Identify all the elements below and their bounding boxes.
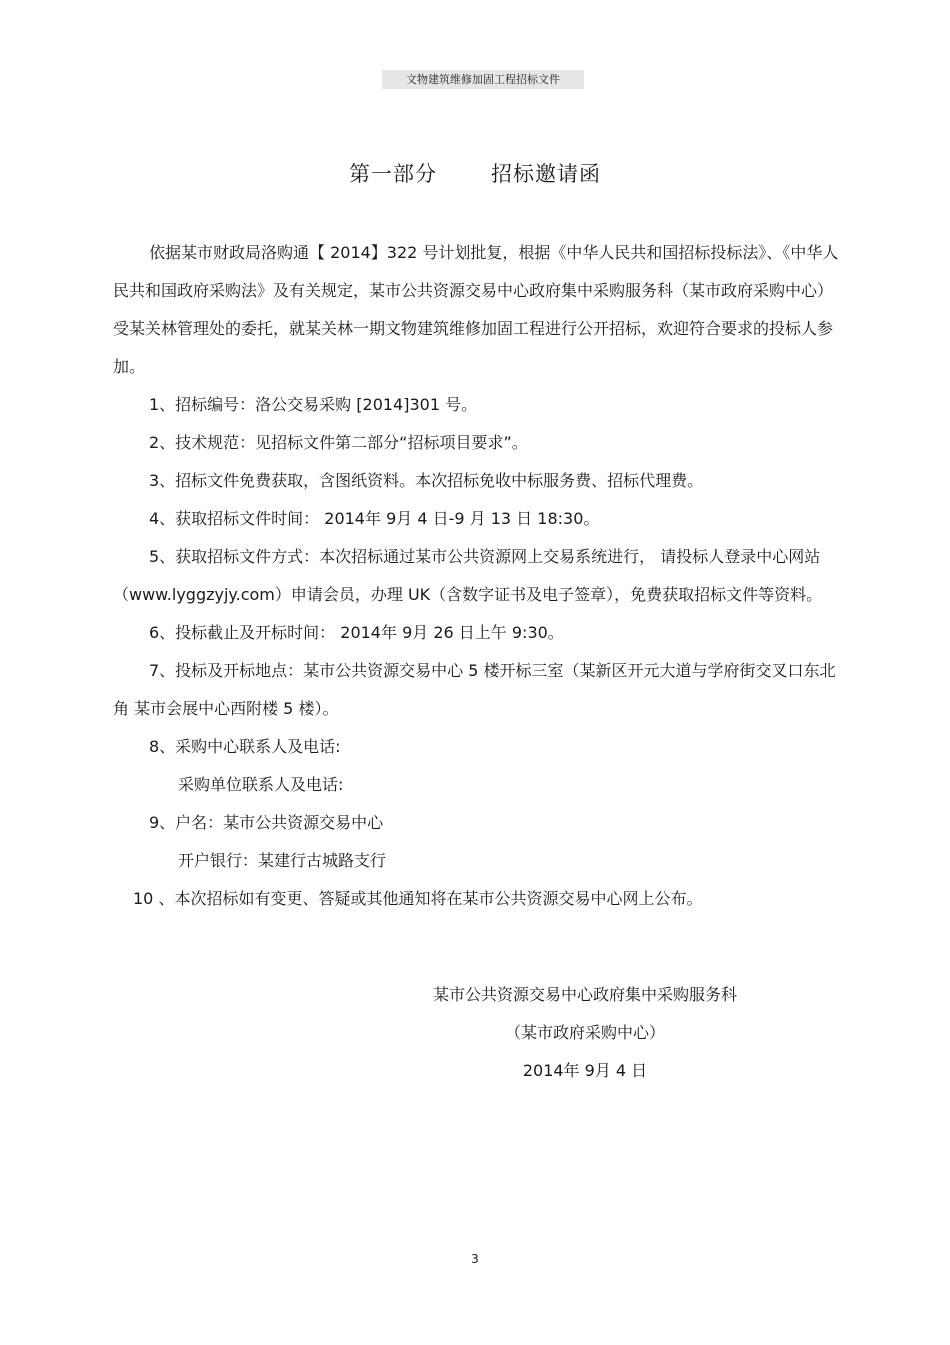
- document-header: 文物建筑维修加固工程招标文件: [382, 70, 584, 89]
- item-8: 8、采购中心联系人及电话:: [149, 737, 341, 756]
- section-name: 招标邀请函: [491, 162, 601, 186]
- item-9: 9、户名：某市公共资源交易中心: [149, 813, 384, 832]
- signature-block: [400, 976, 770, 1090]
- signature-org: 某市公共资源交易中心政府集中采购服务科: [432, 985, 737, 1004]
- intro-paragraph: 依据某市财政局洛购通【 2014】322 号计划批复，根据《中华人民共和国招标投标法》、《中华人民共和国政府采购法》及有关规定，某市公共资源交易中心政府集中采购服务科（某市政府采购中心）受某关林管理处的委托，就某关林一期文物建筑维修加固工程进行公开招标，欢迎符合要求的投标人参加。: [113, 243, 839, 376]
- item-3: 3、招标文件免费获取，含图纸资料。本次招标免收中标服务费、招标代理费。: [149, 471, 704, 490]
- item-6: 6、投标截止及开标时间： 2014年 9月 26 日上午 9:30。: [149, 623, 564, 642]
- item-5: 5、获取招标文件方式：本次招标通过某市公共资源网上交易系统进行， 请投标人登录中心网站（www.lyggzyjy.com）申请会员，办理 UK（含数字证书及电子签章），免费获取招标文件等资料。: [113, 547, 823, 604]
- item-7: 7、投标及开标地点：某市公共资源交易中心 5 楼开标三室（某新区开元大道与学府街交叉口东北角 某市会展中心西附楼 5 楼）。: [113, 661, 836, 718]
- item-9-sub: 开户银行：某建行古城路支行: [178, 851, 387, 870]
- item-1: 1、招标编号：洛公交易采购 [2014]301 号。: [149, 395, 478, 414]
- item-2: 2、技术规范：见招标文件第二部分“招标项目要求”。: [149, 433, 528, 452]
- section-title: [0, 158, 950, 188]
- item-4: 4、获取招标文件时间： 2014年 9月 4 日-9 月 13 日 18:30。: [149, 509, 600, 528]
- item-10: 10 、本次招标如有变更、答疑或其他通知将在某市公共资源交易中心网上公布。: [133, 889, 703, 908]
- signature-date: 2014年 9月 4 日: [522, 1061, 648, 1080]
- section-part-label: 第一部分: [349, 162, 437, 186]
- page-number: 3: [471, 1252, 479, 1266]
- item-8-sub: 采购单位联系人及电话:: [178, 775, 344, 794]
- invitation-body: [113, 234, 848, 918]
- signature-alias: （某市政府采购中心）: [504, 1023, 665, 1042]
